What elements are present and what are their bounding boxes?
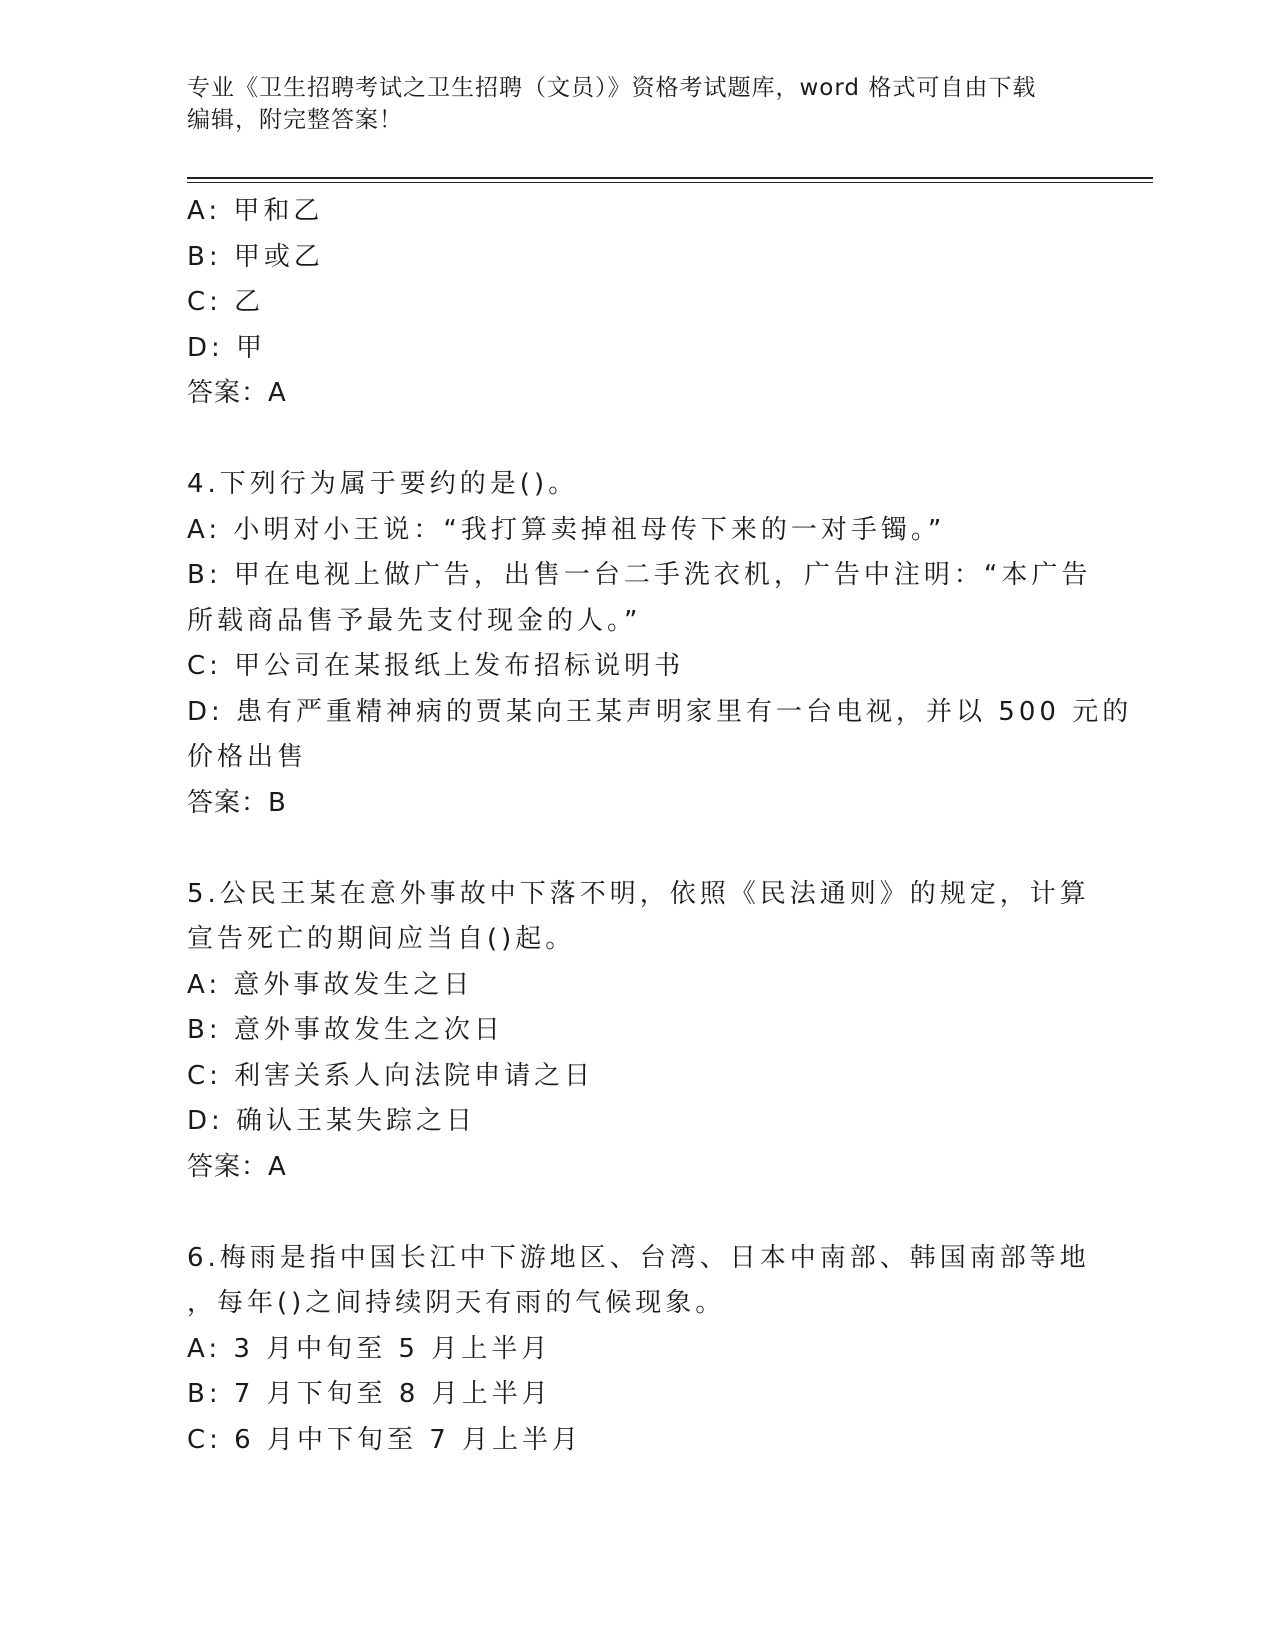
- option-b: B: 甲在电视上做广告，出售一台二手洗衣机，广告中注明：“本广告: [187, 560, 1092, 590]
- header-line-1: 专业《卫生招聘考试之卫生招聘（文员）》资格考试题库，word 格式可自由下载: [187, 75, 1037, 101]
- option-a: A: 意外事故发生之日: [187, 969, 474, 1000]
- question-stem: 6.梅雨是指中国长江中下游地区、台湾、日本中南部、韩国南部等地: [187, 1242, 1090, 1273]
- option-c: C: 乙: [187, 287, 265, 317]
- option-d: D: 确认王某失踪之日: [187, 1106, 477, 1136]
- answer-line: 答案：A: [187, 1151, 287, 1182]
- option-b: B: 甲或乙: [187, 241, 324, 272]
- header-divider-thin: [187, 182, 1153, 183]
- option-c: C: 6 月中下旬至 7 月上半月: [187, 1424, 583, 1455]
- option-d: D: 甲: [187, 332, 267, 363]
- answer-line: 答案：B: [187, 787, 287, 818]
- option-a: A: 小明对小王说：“我打算卖掉祖母传下来的一对手镯。”: [187, 514, 946, 545]
- header-divider-thick: [187, 177, 1153, 179]
- option-a: A: 3 月中旬至 5 月上半月: [187, 1333, 552, 1364]
- spacer: [187, 826, 1087, 872]
- option-a: A: 甲和乙: [187, 196, 324, 226]
- question-stem: 4.下列行为属于要约的是()。: [187, 469, 579, 499]
- option-d-continued: 价格出售: [187, 742, 308, 772]
- question-stem: 5.公民王某在意外事故中下落不明，依照《民法通则》的规定，计算: [187, 878, 1090, 909]
- option-c: C: 甲公司在某报纸上发布招标说明书: [187, 651, 685, 681]
- spacer: [187, 417, 1087, 463]
- question-stem-continued: ，每年()之间持续阴天有雨的气候现象。: [187, 1288, 726, 1318]
- option-b: B: 意外事故发生之次日: [187, 1015, 504, 1045]
- question-5: [187, 872, 1090, 1191]
- header-line-2: 编辑，附完整答案！: [187, 107, 403, 133]
- spacer: [187, 1190, 1087, 1236]
- question-4: [187, 462, 1133, 826]
- document-header: [187, 72, 1067, 136]
- question-6: [187, 1236, 1090, 1464]
- option-b: B: 7 月下旬至 8 月上半月: [187, 1379, 552, 1409]
- option-b-continued: 所载商品售予最先支付现金的人。”: [187, 605, 642, 636]
- option-d: D: 患有严重精神病的贾某向王某声明家里有一台电视，并以 500 元的: [187, 696, 1133, 727]
- question-list: [187, 189, 1133, 1463]
- question-3: [187, 189, 1087, 417]
- answer-line: 答案：A: [187, 378, 287, 408]
- question-stem-continued: 宣告死亡的期间应当自()起。: [187, 924, 576, 954]
- option-c: C: 利害关系人向法院申请之日: [187, 1060, 595, 1091]
